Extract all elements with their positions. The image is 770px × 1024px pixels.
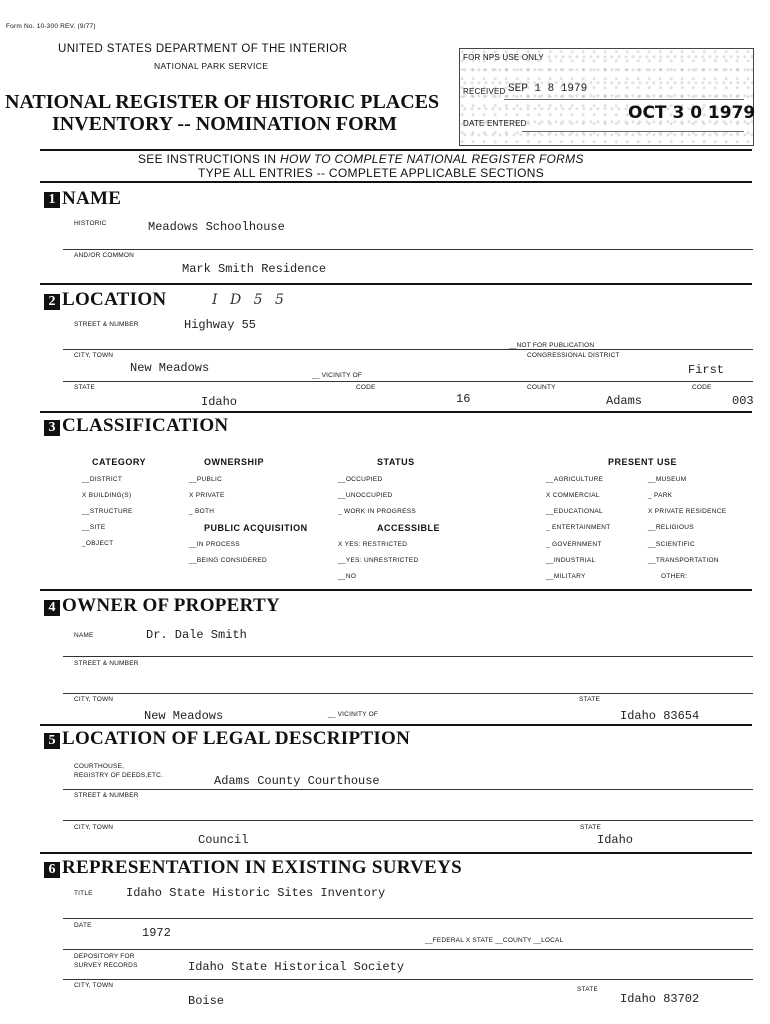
ownership-heading: OWNERSHIP — [204, 457, 265, 467]
present-use-option[interactable]: __RELIGIOUS — [648, 524, 694, 531]
historic-value: Meadows Schoolhouse — [148, 220, 285, 234]
ownership-option[interactable]: X PRIVATE — [189, 492, 225, 499]
present-use-option[interactable]: __MILITARY — [546, 573, 586, 580]
ownership-option[interactable]: __PUBLIC — [189, 476, 223, 483]
category-option[interactable]: __DISTRICT — [82, 476, 123, 483]
present-use-option[interactable]: __EDUCATIONAL — [546, 508, 603, 515]
present-use-option[interactable]: OTHER: — [661, 573, 688, 580]
state-label: STATE — [74, 384, 95, 391]
legal-street-label: STREET & NUMBER — [74, 792, 139, 799]
depository-value: Idaho State Historical Society — [188, 960, 405, 974]
category-option[interactable]: __SITE — [82, 524, 106, 531]
received-label: RECEIVED — [463, 87, 506, 96]
section-2-title: LOCATION — [62, 289, 167, 310]
county-code-value: 003 — [732, 394, 754, 408]
status-heading: STATUS — [377, 457, 415, 467]
section-6-title: REPRESENTATION IN EXISTING SURVEYS — [62, 857, 463, 878]
instructions-line1: SEE INSTRUCTIONS IN HOW TO COMPLETE NATIONAL REGISTER FORMS — [138, 152, 584, 166]
county-value: Adams — [606, 394, 643, 408]
congressional-district-label: CONGRESSIONAL DISTRICT — [527, 352, 620, 359]
department-name: UNITED STATES DEPARTMENT OF THE INTERIOR — [58, 43, 348, 55]
depository-city-value: Boise — [188, 994, 225, 1008]
received-stamp: SEP 1 8 1979 — [508, 83, 588, 95]
instructions-line2: TYPE ALL ENTRIES -- COMPLETE APPLICABLE SECTIONS — [198, 166, 545, 180]
legal-city-label: CITY, TOWN — [74, 824, 114, 831]
street-number-label: STREET & NUMBER — [74, 321, 139, 328]
owner-street-label: STREET & NUMBER — [74, 660, 139, 667]
form-number: Form No. 10-300 REV. (9/77) — [6, 23, 96, 30]
accessible-heading: ACCESSIBLE — [377, 523, 441, 533]
legal-city-value: Council — [198, 833, 249, 847]
not-for-publication-label: __NOT FOR PUBLICATION — [509, 342, 595, 349]
present-use-option[interactable]: __TRANSPORTATION — [648, 557, 719, 564]
section-1-title: NAME — [62, 188, 122, 209]
vicinity-label: __ VICINITY OF — [312, 372, 362, 379]
accessible-option[interactable]: __NO — [338, 573, 357, 580]
owner-city-label: CITY, TOWN — [74, 696, 114, 703]
common-name-label: AND/OR COMMON — [74, 252, 135, 259]
form-title-line2: INVENTORY -- NOMINATION FORM — [52, 113, 398, 135]
city-town-value: New Meadows — [130, 361, 210, 375]
nps-use-label: FOR NPS USE ONLY — [463, 53, 544, 62]
registry-label: REGISTRY OF DEEDS,ETC. — [74, 772, 164, 779]
county-code-label: CODE — [692, 384, 712, 391]
depository-state-label: STATE — [577, 986, 598, 993]
public-acquisition-heading: PUBLIC ACQUISITION — [204, 523, 308, 533]
owner-state-label: STATE — [579, 696, 600, 703]
survey-title-label: TITLE — [74, 890, 93, 897]
survey-level-options[interactable]: __FEDERAL X STATE __COUNTY __LOCAL — [425, 937, 564, 944]
section-3-title: CLASSIFICATION — [62, 415, 229, 436]
accessible-option[interactable]: __YES: UNRESTRICTED — [338, 557, 419, 564]
survey-title-value: Idaho State Historic Sites Inventory — [126, 886, 386, 900]
ownership-option[interactable]: _ BOTH — [189, 508, 215, 515]
depository-label-2: SURVEY RECORDS — [74, 962, 138, 969]
present-use-option[interactable]: _ ENTERTAINMENT — [546, 524, 611, 531]
code-label: CODE — [356, 384, 376, 391]
section-4-title: OWNER OF PROPERTY — [62, 595, 281, 616]
depository-state-value: Idaho 83702 — [620, 992, 700, 1006]
courthouse-value: Adams County Courthouse — [214, 774, 380, 788]
present-use-option[interactable]: __AGRICULTURE — [546, 476, 604, 483]
survey-date-label: DATE — [74, 922, 92, 929]
section-5-title: LOCATION OF LEGAL DESCRIPTION — [62, 728, 411, 749]
acquisition-option[interactable]: __BEING CONSIDERED — [189, 557, 268, 564]
handwritten-note: I D 5 5 — [212, 292, 288, 308]
survey-date-value: 1972 — [142, 926, 171, 940]
street-number-value: Highway 55 — [184, 318, 257, 332]
present-use-option[interactable]: __INDUSTRIAL — [546, 557, 596, 564]
present-use-option[interactable]: _ PARK — [648, 492, 673, 499]
status-option[interactable]: _ WORK IN PROGRESS — [338, 508, 416, 515]
section-3-number: 3 — [44, 420, 60, 436]
owner-city-value: New Meadows — [144, 709, 224, 723]
category-option[interactable]: X BUILDING(S) — [82, 492, 132, 499]
section-6-number: 6 — [44, 862, 60, 878]
courthouse-label: COURTHOUSE, — [74, 763, 125, 770]
city-town-label: CITY, TOWN — [74, 352, 114, 359]
accessible-option[interactable]: X YES: RESTRICTED — [338, 541, 408, 548]
legal-state-value: Idaho — [597, 833, 634, 847]
category-option[interactable]: _OBJECT — [82, 540, 114, 547]
county-label: COUNTY — [527, 384, 556, 391]
historic-label: HISTORIC — [74, 220, 107, 227]
code-value: 16 — [456, 392, 471, 406]
present-use-option[interactable]: X PRIVATE RESIDENCE — [648, 508, 727, 515]
form-title-line1: NATIONAL REGISTER OF HISTORIC PLACES — [5, 91, 440, 113]
category-option[interactable]: __STRUCTURE — [82, 508, 133, 515]
present-use-option[interactable]: X COMMERCIAL — [546, 492, 600, 499]
legal-state-label: STATE — [580, 824, 601, 831]
owner-name-value: Dr. Dale Smith — [146, 628, 247, 642]
category-heading: CATEGORY — [92, 457, 147, 467]
depository-label-1: DEPOSITORY FOR — [74, 953, 135, 960]
owner-name-label: NAME — [74, 632, 94, 639]
section-5-number: 5 — [44, 733, 60, 749]
owner-state-value: Idaho 83654 — [620, 709, 700, 723]
present-use-option[interactable]: __SCIENTIFIC — [648, 541, 695, 548]
acquisition-option[interactable]: __IN PROCESS — [189, 541, 240, 548]
section-1-number: 1 — [44, 192, 60, 208]
present-use-option[interactable]: __MUSEUM — [648, 476, 687, 483]
section-2-number: 2 — [44, 294, 60, 310]
date-entered-label: DATE ENTERED — [463, 119, 527, 128]
section-4-number: 4 — [44, 600, 60, 616]
date-entered-stamp: OCT 3 0 1979 — [628, 103, 756, 123]
status-option[interactable]: __OCCUPIED — [338, 476, 383, 483]
state-value: Idaho — [201, 395, 238, 409]
present-use-option[interactable]: _ GOVERNMENT — [546, 541, 602, 548]
owner-vicinity-label: __ VICINITY OF — [328, 711, 378, 718]
nps-use-box — [459, 48, 754, 146]
status-option[interactable]: __UNOCCUPIED — [338, 492, 393, 499]
depository-city-label: CITY, TOWN — [74, 982, 114, 989]
present-use-heading: PRESENT USE — [608, 457, 678, 467]
common-name-value: Mark Smith Residence — [182, 262, 327, 276]
congressional-district-value: First — [688, 363, 725, 377]
service-name: NATIONAL PARK SERVICE — [154, 61, 269, 71]
